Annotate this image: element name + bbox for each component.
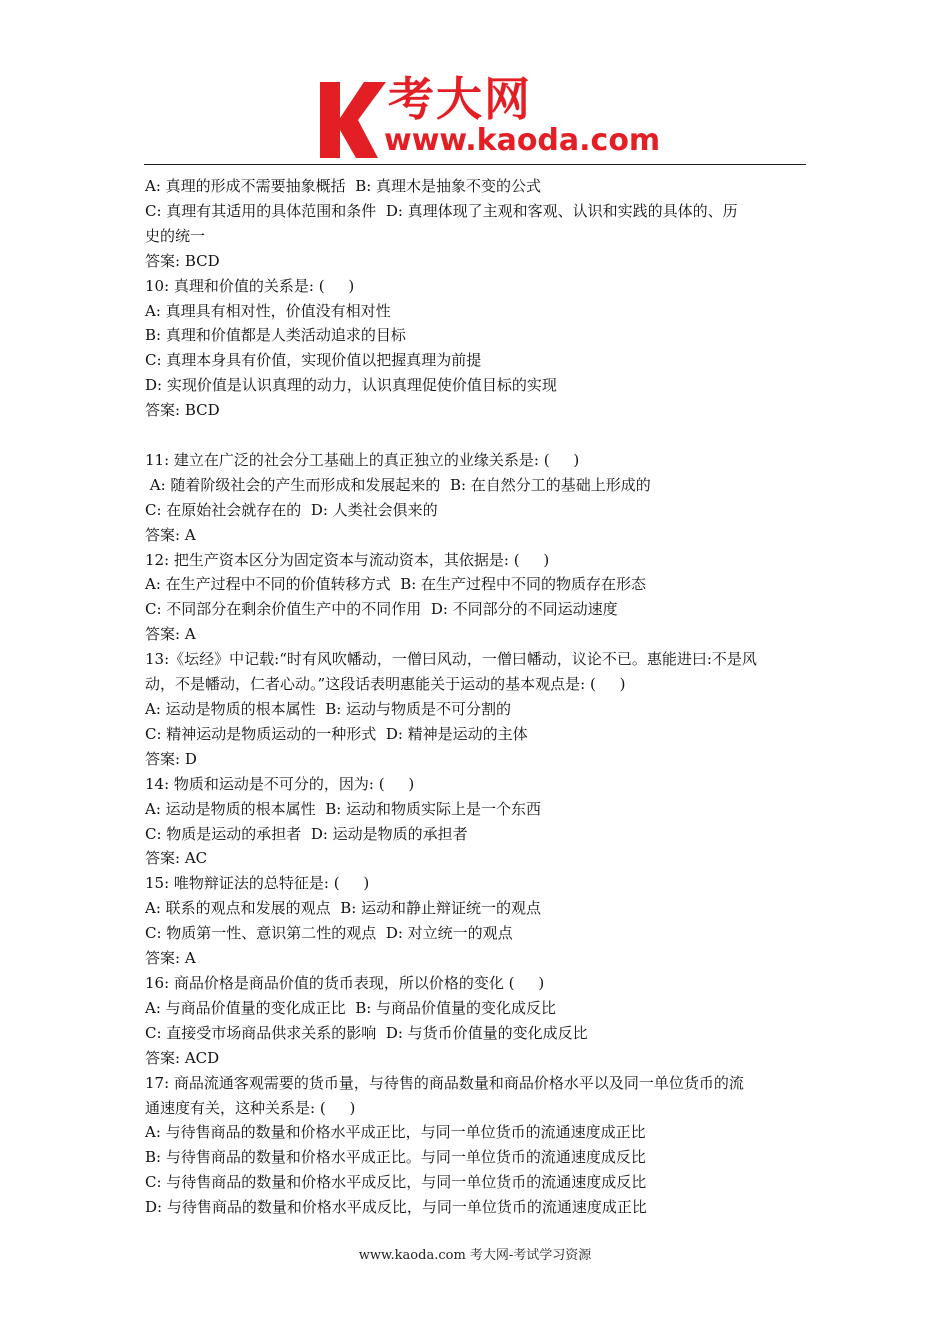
text-line: A: 与待售商品的数量和价格水平成正比，与同一单位货币的流通速度成正比 (145, 1123, 646, 1142)
text-line: A: 运动是物质的根本属性 B: 运动与物质是不可分割的 (145, 700, 512, 719)
text-line: 12: 把生产资本区分为固定资本与流动资本，其依据是: ( ) (145, 550, 550, 569)
kaoda-logo-k-icon (318, 78, 388, 160)
text-line: C: 与待售商品的数量和价格水平成反比，与同一单位货币的流通速度成反比 (145, 1173, 647, 1192)
text-line: C: 物质是运动的承担者 D: 运动是物质的承担者 (145, 824, 468, 843)
text-line: 15: 唯物辩证法的总特征是: ( ) (145, 874, 370, 893)
answer-line: 答案: BCD (145, 401, 220, 420)
text-line: C: 在原始社会就存在的 D: 人类社会俱来的 (145, 500, 438, 519)
answer-line: 答案: A (145, 525, 196, 544)
text-line: 14: 物质和运动是不可分的，因为: ( ) (145, 774, 415, 793)
page-footer: www.kaoda.com 考大网-考试学习资源 (358, 1248, 592, 1263)
blank-line (145, 423, 807, 448)
text-line: 17: 商品流通客观需要的货币量，与待售的商品数量和商品价格水平以及同一单位货币的流 (145, 1073, 744, 1092)
page-header (0, 0, 950, 166)
text-line: D: 与待售商品的数量和价格水平成反比，与同一单位货币的流通速度成正比 (145, 1198, 647, 1217)
answer-line: 答案: D (145, 749, 197, 768)
text-line: C: 真理本身具有价值，实现价值以把握真理为前提 (145, 351, 482, 370)
answer-line: 答案: ACD (145, 1048, 220, 1067)
text-line: 13:《坛经》中记载:“时有风吹幡动，一僧曰风动，一僧曰幡动，议论不已。惠能进曰:不是风 (145, 650, 757, 669)
answer-line: 答案: AC (145, 849, 208, 868)
text-line: 11: 建立在广泛的社会分工基础上的真正独立的业缘关系是: ( ) (145, 450, 580, 469)
text-line: A: 随着阶级社会的产生而形成和发展起来的 B: 在自然分工的基础上形成的 (145, 475, 651, 494)
text-line: 通速度有关，这种关系是: ( ) (145, 1098, 356, 1117)
text-line: A: 与商品价值量的变化成正比 B: 与商品价值量的变化成反比 (145, 998, 557, 1017)
answer-line: 答案: A (145, 949, 196, 968)
answer-line: 答案: BCD (145, 251, 220, 270)
text-line: A: 联系的观点和发展的观点 B: 运动和静止辩证统一的观点 (145, 899, 542, 918)
text-line: A: 运动是物质的根本属性 B: 运动和物质实际上是一个东西 (145, 799, 542, 818)
text-line: A: 真理的形成不需要抽象概括 B: 真理木是抽象不变的公式 (145, 177, 542, 195)
text-line: C: 精神运动是物质运动的一种形式 D: 精神是运动的主体 (145, 724, 528, 743)
text-line: A: 在生产过程中不同的价值转移方式 B: 在生产过程中不同的物质存在形态 (145, 575, 647, 594)
text-line: 16: 商品价格是商品价值的货币表现，所以价格的变化 ( ) (145, 973, 545, 992)
text-line: C: 物质第一性、意识第二性的观点 D: 对立统一的观点 (145, 924, 513, 943)
text-line: 动，不是幡动，仁者心动。”这段话表明惠能关于运动的基本观点是: ( ) (145, 675, 626, 694)
text-line: C: 直接受市场商品供求关系的影响 D: 与货币价值量的变化成反比 (145, 1023, 588, 1042)
text-line: 史的统一 (145, 226, 206, 245)
text-line: 10: 真理和价值的关系是: ( ) (145, 276, 355, 295)
text-line: C: 不同部分在剩余价值生产中的不同作用 D: 不同部分的不同运动速度 (145, 600, 618, 619)
text-line: B: 与待售商品的数量和价格水平成正比。与同一单位货币的流通速度成反比 (145, 1148, 646, 1167)
logo-cn-text: 考大网 (388, 72, 532, 126)
answer-line: 答案: A (145, 625, 196, 644)
text-line: A: 真理具有相对性，价值没有相对性 (145, 301, 391, 320)
text-line: C: 真理有其适用的具体范围和条件 D: 真理体现了主观和客观、认识和实践的具体的、历 (145, 201, 738, 220)
logo-url-text: www.kaoda.com (384, 123, 661, 158)
text-line: B: 真理和价值都是人类活动追求的目标 (145, 326, 406, 345)
text-line: D: 实现价值是认识真理的动力，认识真理促使价值目标的实现 (145, 376, 557, 395)
header-divider (144, 164, 806, 165)
question-list (145, 174, 807, 1220)
